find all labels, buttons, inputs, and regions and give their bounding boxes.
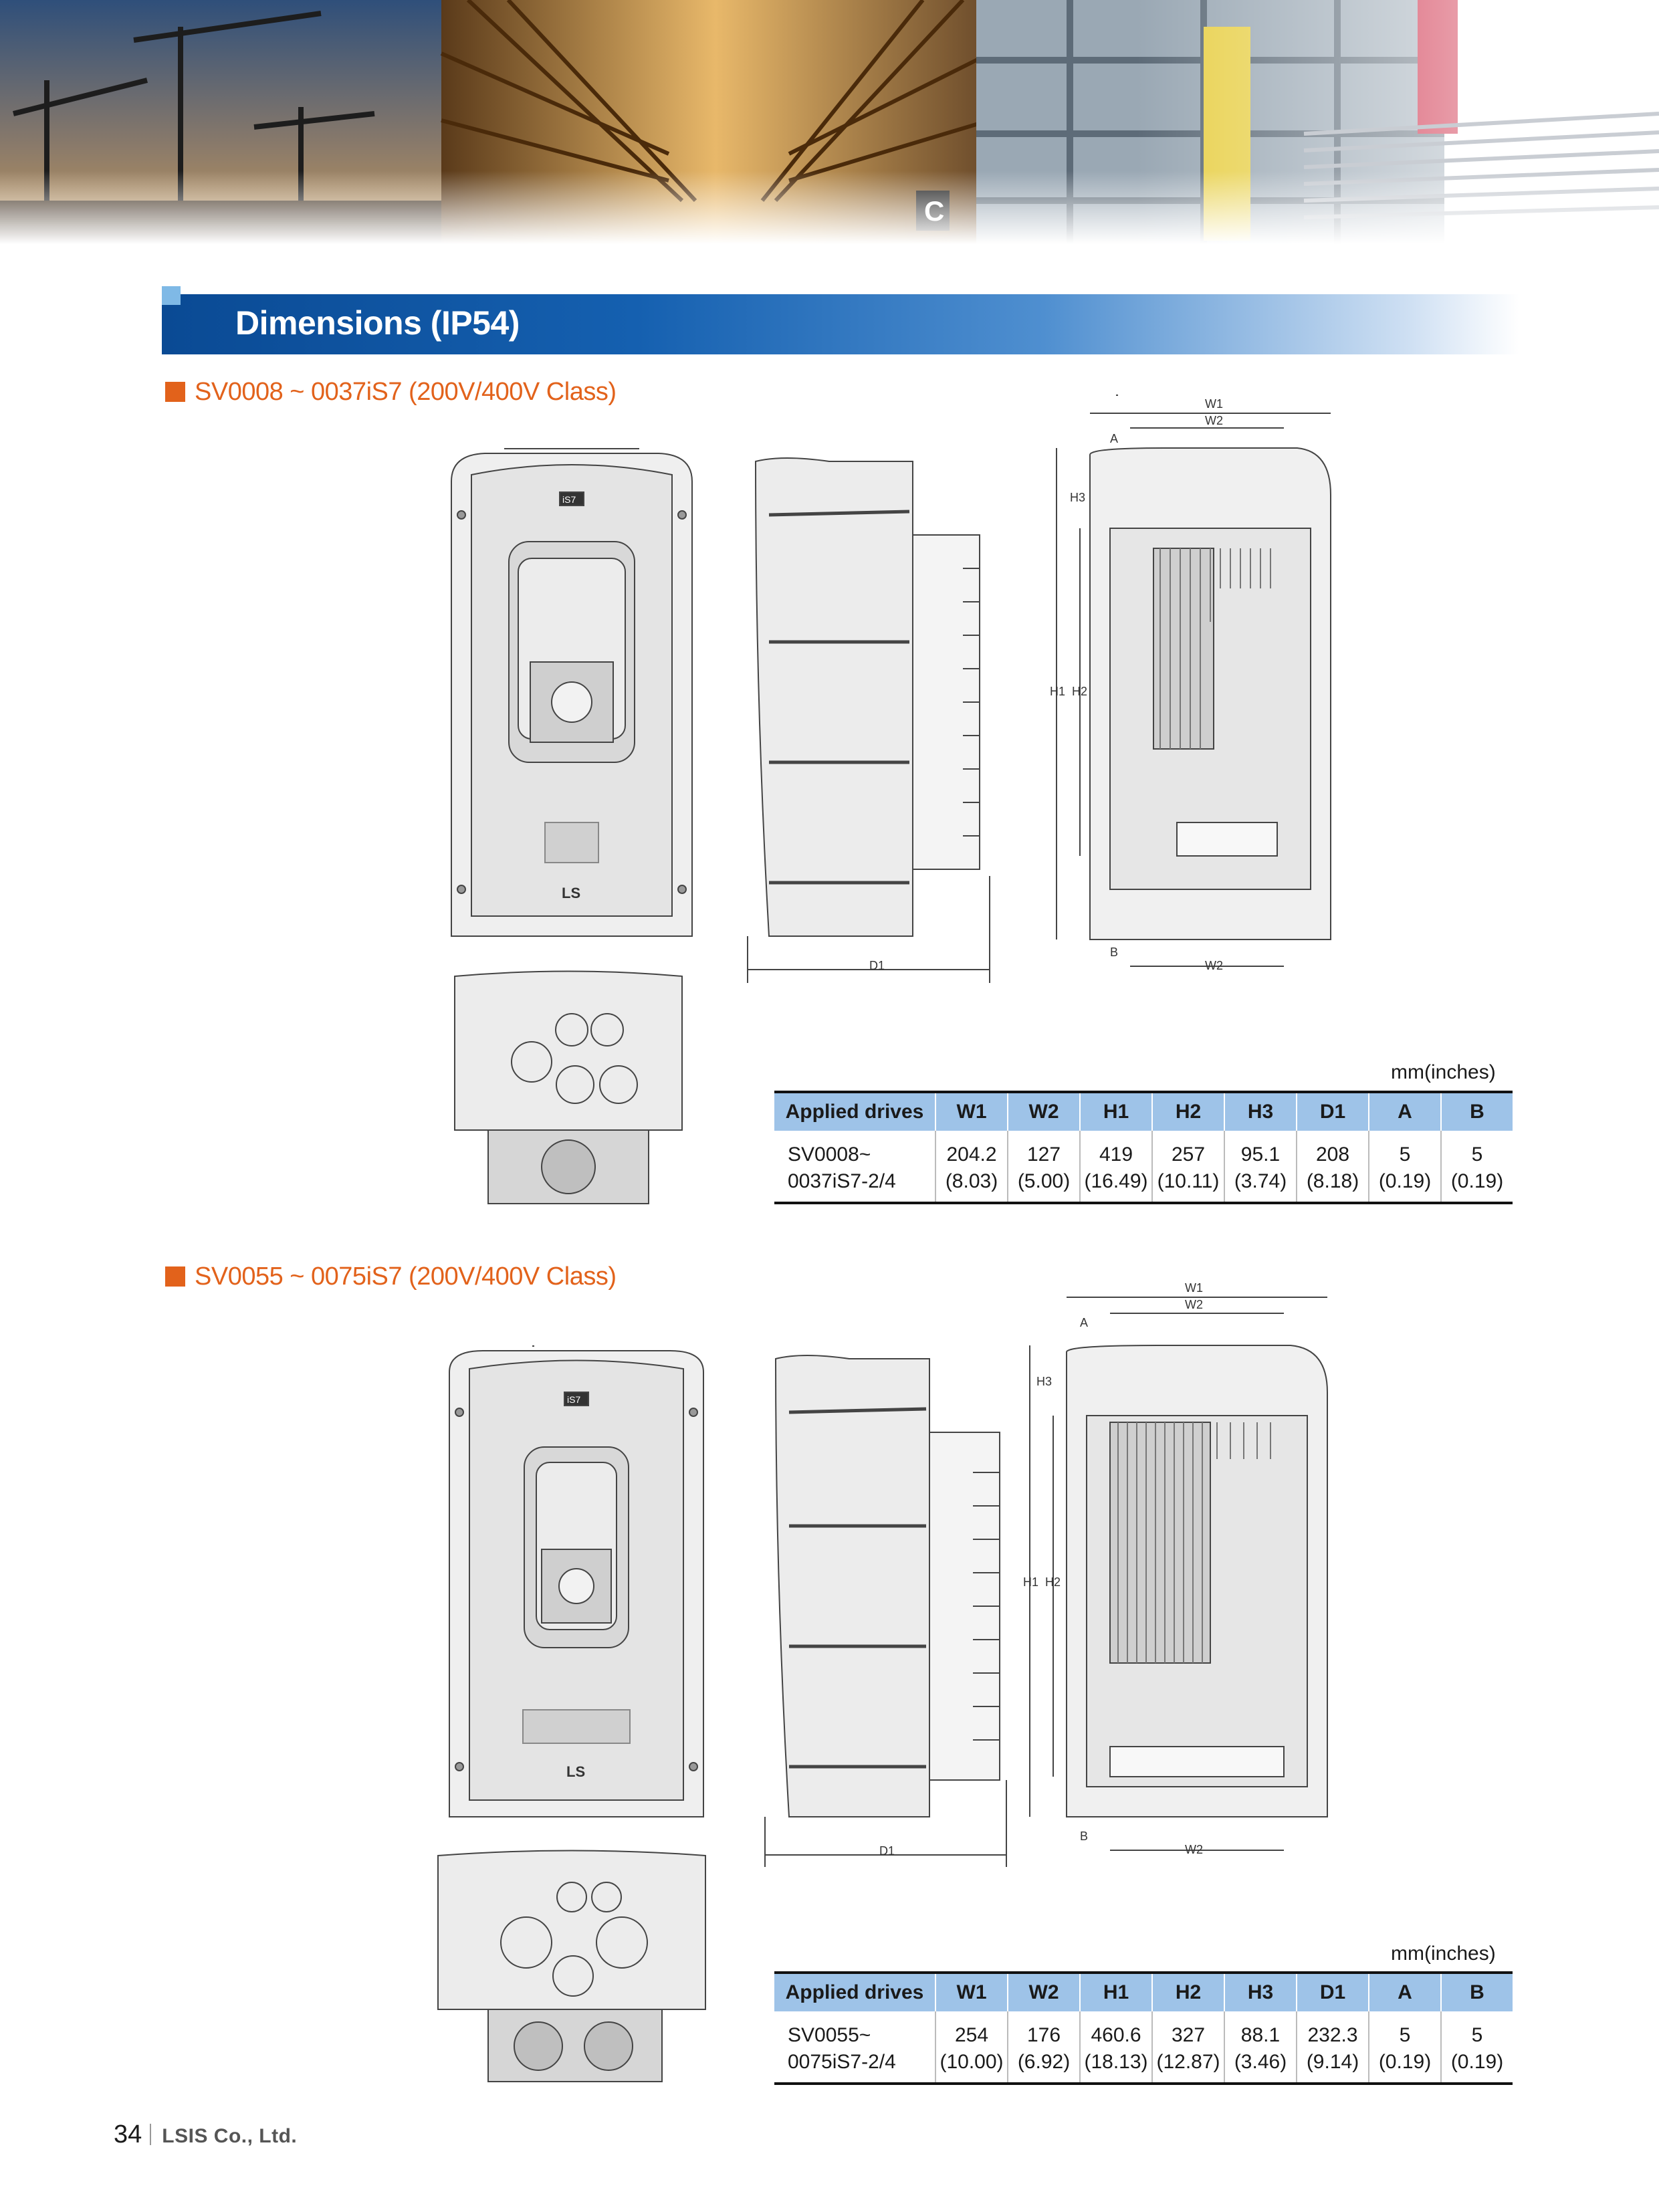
h1-cell: [1080, 1131, 1152, 1203]
mm-value: 327: [1171, 2024, 1206, 2046]
model1-label-w1: W1: [1205, 397, 1223, 411]
drive-line-1: SV0055~: [788, 2024, 871, 2046]
mm-value: 88.1: [1240, 2024, 1281, 2046]
mm-value: 5: [1399, 2024, 1411, 2046]
header-h3: H3: [1224, 1973, 1297, 2011]
mm-value: 232.3: [1307, 2024, 1358, 2046]
model1-label-d1: D1: [869, 959, 885, 972]
model1-heading: [165, 378, 616, 407]
model2-label-w1: W1: [1185, 1281, 1203, 1295]
inch-value: (3.74): [1234, 1170, 1287, 1192]
header-h1: H1: [1080, 1092, 1152, 1131]
table-header-row: [774, 1092, 1513, 1131]
drive-cell: [774, 1131, 935, 1203]
w1-cell: [935, 2011, 1008, 2084]
section-title: Dimensions (IP54): [235, 304, 520, 342]
header-a: A: [1369, 1092, 1441, 1131]
mm-value: 208: [1315, 1143, 1350, 1166]
header-h3: H3: [1224, 1092, 1297, 1131]
footer-divider: [150, 2124, 151, 2145]
d1-cell: [1297, 2011, 1369, 2084]
mm-value: 5: [1471, 2024, 1483, 2046]
model2-label-a: A: [1080, 1316, 1089, 1329]
h2-cell: [1152, 1131, 1224, 1203]
mm-value: 127: [1026, 1143, 1061, 1166]
header-h1: H1: [1080, 1973, 1152, 2011]
orange-bullet-icon: [165, 382, 185, 402]
mm-value: 5: [1399, 1143, 1411, 1166]
inch-value: (3.46): [1234, 2051, 1287, 2073]
header-w2: W2: [1008, 1973, 1080, 2011]
header-w1: W1: [935, 1973, 1008, 2011]
h1-cell: [1080, 2011, 1152, 2084]
w1-cell: [935, 1131, 1008, 1203]
inch-value: (8.03): [945, 1170, 998, 1192]
header-b: B: [1441, 1973, 1513, 2011]
table-row: [774, 2011, 1513, 2084]
model2-title: SV0055 ~ 0075iS7 (200V/400V Class): [195, 1262, 617, 1291]
d1-cell: [1297, 1131, 1369, 1203]
model2-label-h1: H1: [1023, 1575, 1039, 1589]
inch-value: (16.49): [1084, 1170, 1148, 1192]
model2-label-h2: H2: [1045, 1575, 1061, 1589]
inch-value: (10.00): [939, 2051, 1004, 2073]
model1-label-w2-bottom: W2: [1205, 959, 1223, 972]
mm-value: 460.6: [1091, 2024, 1141, 2046]
model1-front-view: [445, 448, 699, 943]
model2-label-b: B: [1080, 1830, 1089, 1843]
inch-value: (0.19): [1450, 2051, 1504, 2073]
model1-title: SV0008 ~ 0037iS7 (200V/400V Class): [195, 378, 617, 406]
model2-label-d1: D1: [879, 1844, 895, 1858]
a-cell: [1369, 1131, 1441, 1203]
inch-value: (9.14): [1306, 2051, 1359, 2073]
inch-value: (10.11): [1157, 1170, 1220, 1192]
w2-cell: [1008, 2011, 1080, 2084]
company-name: LSIS Co., Ltd.: [162, 2125, 298, 2147]
header-d1: D1: [1297, 1973, 1369, 2011]
model1-label-h3: H3: [1070, 491, 1086, 504]
model2-front-view: [443, 1345, 710, 1827]
inch-value: (8.18): [1306, 1170, 1359, 1192]
model2-unit-label: mm(inches): [1391, 1943, 1496, 1965]
h3-cell: [1224, 2011, 1297, 2084]
orange-bullet-icon: [165, 1266, 185, 1287]
banner-photo: [0, 0, 1659, 244]
model1-label-h2: H2: [1072, 685, 1088, 698]
drive-cell: [774, 2011, 935, 2084]
page-footer: [114, 2120, 297, 2149]
mm-value: 95.1: [1240, 1143, 1281, 1166]
model1-side-view: [742, 448, 996, 990]
drive-line-1: SV0008~: [788, 1143, 871, 1166]
drive-line-2: 0037iS7-2/4: [788, 1170, 896, 1192]
header-d1: D1: [1297, 1092, 1369, 1131]
header-h2: H2: [1152, 1092, 1224, 1131]
model1-front-logo: LS: [562, 885, 581, 901]
model2-label-h3: H3: [1036, 1375, 1053, 1388]
mm-value: 204.2: [946, 1143, 997, 1166]
model1-label-b: B: [1110, 946, 1119, 959]
model2-side-view: [762, 1345, 1016, 1874]
inch-value: (18.13): [1084, 2051, 1148, 2073]
section-header-bar: [162, 294, 1519, 354]
header-applied-drives: Applied drives: [774, 1092, 935, 1131]
model1-label-a: A: [1110, 432, 1119, 445]
model1-front-badge: iS7: [562, 494, 576, 505]
header-a: A: [1369, 1973, 1441, 2011]
model1-dimension-table: [774, 1091, 1513, 1204]
mm-value: 419: [1099, 1143, 1133, 1166]
model2-dimension-table: [774, 1971, 1513, 2085]
header-b: B: [1441, 1092, 1513, 1131]
model1-label-h1: H1: [1050, 685, 1066, 698]
model2-front-badge: iS7: [567, 1394, 581, 1405]
b-cell: [1441, 2011, 1513, 2084]
inch-value: (5.00): [1017, 1170, 1071, 1192]
header-w1: W1: [935, 1092, 1008, 1131]
model1-unit-label: mm(inches): [1391, 1061, 1496, 1083]
drive-line-2: 0075iS7-2/4: [788, 2051, 896, 2073]
model2-heading: [165, 1262, 616, 1291]
inch-value: (0.19): [1378, 2051, 1432, 2073]
model1-label-w2: W2: [1205, 414, 1223, 427]
model2-label-w2: W2: [1185, 1298, 1203, 1311]
table-row: [774, 1131, 1513, 1203]
a-cell: [1369, 2011, 1441, 2084]
page-number: 34: [114, 2120, 142, 2148]
header-h2: H2: [1152, 1973, 1224, 2011]
b-cell: [1441, 1131, 1513, 1203]
section-marker-square: [162, 286, 181, 305]
mm-value: 176: [1026, 2024, 1061, 2046]
model2-rear-view: [1010, 1279, 1344, 1874]
model1-bottom-view: [448, 963, 689, 1207]
w2-cell: [1008, 1131, 1080, 1203]
model1-rear-view: [1043, 395, 1351, 996]
model2-label-w2-bottom: W2: [1185, 1843, 1203, 1856]
inch-value: (6.92): [1017, 2051, 1071, 2073]
mm-value: 257: [1171, 1143, 1206, 1166]
h3-cell: [1224, 1131, 1297, 1203]
mm-value: 254: [954, 2024, 989, 2046]
inch-value: (12.87): [1156, 2051, 1220, 2073]
model2-front-logo: LS: [566, 1763, 586, 1780]
header-banner: [0, 0, 1659, 244]
mm-value: 5: [1471, 1143, 1483, 1166]
header-applied-drives: Applied drives: [774, 1973, 935, 2011]
header-w2: W2: [1008, 1092, 1080, 1131]
table-header-row: [774, 1973, 1513, 2011]
inch-value: (0.19): [1450, 1170, 1504, 1192]
inch-value: (0.19): [1378, 1170, 1432, 1192]
h2-cell: [1152, 2011, 1224, 2084]
model2-bottom-view: [431, 1842, 712, 2083]
